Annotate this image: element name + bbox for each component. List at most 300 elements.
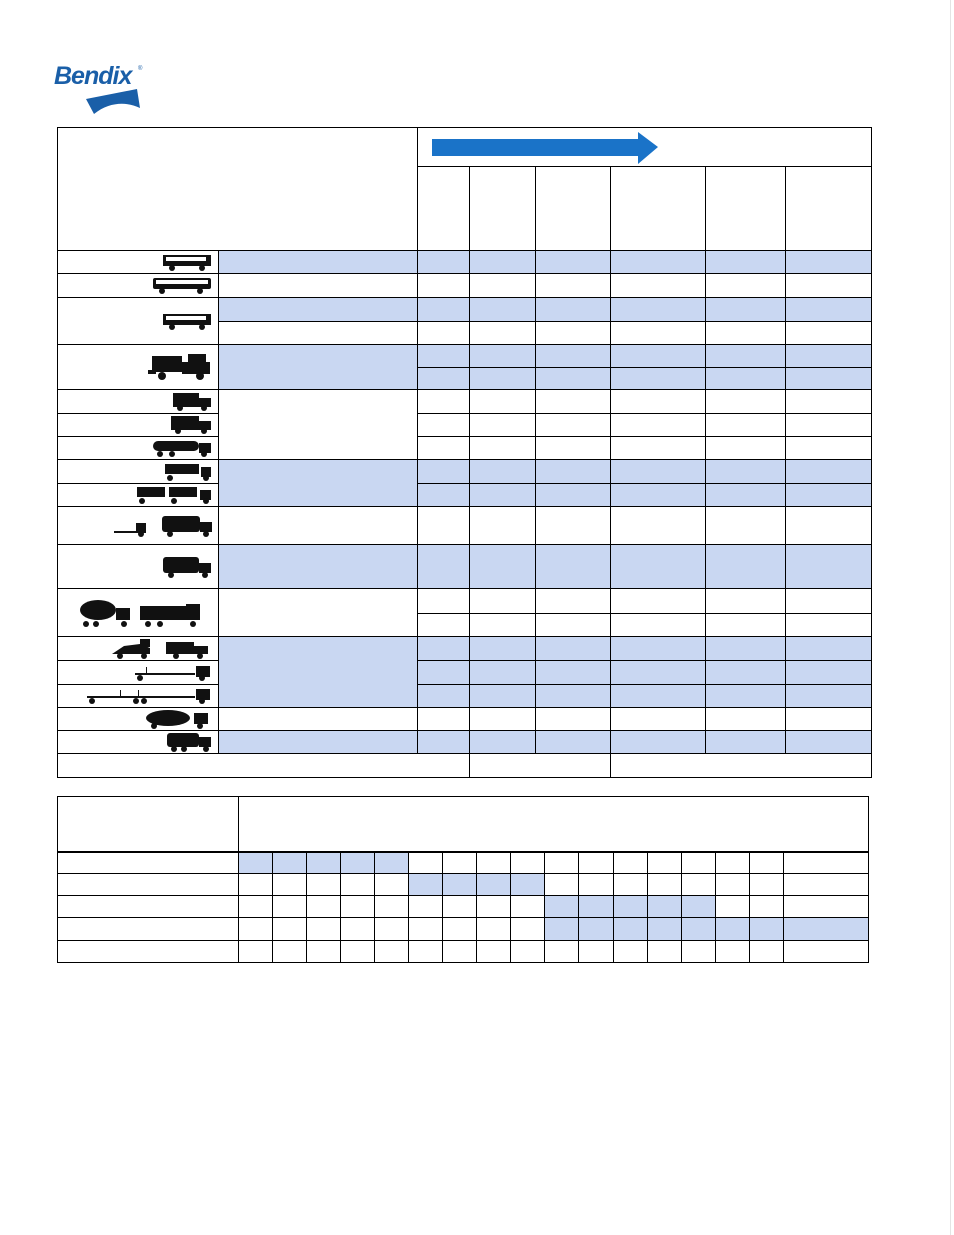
table-cell <box>477 941 511 963</box>
table-cell <box>786 322 872 345</box>
table-cell <box>219 322 418 345</box>
table-cell <box>647 874 681 896</box>
table-cell <box>375 918 409 941</box>
table-cell <box>409 941 443 963</box>
table-cell <box>786 637 872 661</box>
table-cell <box>681 918 715 941</box>
header-col-3 <box>536 167 611 251</box>
flatbed-icon <box>86 686 214 706</box>
right-arrow-icon <box>432 132 658 164</box>
table-cell <box>219 637 418 708</box>
application-matrix-table <box>57 127 872 778</box>
table-cell <box>681 941 715 963</box>
double-trailer-icon <box>136 485 214 505</box>
table-cell <box>706 368 786 390</box>
table-row <box>58 896 869 918</box>
table-cell <box>443 896 477 918</box>
table-cell <box>239 896 273 918</box>
table-cell <box>786 368 872 390</box>
table-cell <box>545 896 579 918</box>
vehicle-icon-cell <box>58 437 219 460</box>
range-matrix-table <box>57 796 869 963</box>
table-cell <box>613 874 647 896</box>
table-cell <box>219 251 418 274</box>
table-cell <box>545 918 579 941</box>
table-cell <box>706 685 786 708</box>
vehicle-icon-cell <box>58 251 219 274</box>
row-label-cell <box>58 918 239 941</box>
table-cell <box>470 614 536 637</box>
table-cell <box>786 251 872 274</box>
table-cell <box>706 614 786 637</box>
table-row <box>58 637 872 661</box>
table-cell <box>786 685 872 708</box>
table-cell <box>418 637 470 661</box>
table-cell <box>443 941 477 963</box>
header-col-1 <box>418 167 470 251</box>
table-cell <box>418 437 470 460</box>
table-cell <box>613 852 647 874</box>
table-cell <box>786 731 872 754</box>
table-row <box>58 545 872 589</box>
table-cell <box>786 589 872 614</box>
table-cell <box>749 941 783 963</box>
table-cell <box>470 298 536 322</box>
table-cell <box>611 637 706 661</box>
heavy-hauler-icon <box>110 638 214 660</box>
table-cell <box>536 637 611 661</box>
table-cell <box>470 274 536 298</box>
table-cell <box>418 545 470 589</box>
table-cell <box>786 614 872 637</box>
table-cell <box>611 708 706 731</box>
table-cell <box>536 507 611 545</box>
table-cell <box>375 941 409 963</box>
table-cell <box>470 390 536 414</box>
table-cell <box>611 545 706 589</box>
vehicle-icon-cell <box>58 637 219 661</box>
vehicle-icon-cell <box>58 345 219 390</box>
table-cell <box>786 437 872 460</box>
logo-wordmark: Bendix <box>54 62 132 90</box>
table-cell <box>443 852 477 874</box>
table-cell <box>536 731 611 754</box>
vehicle-icon-cell <box>58 390 219 414</box>
table-cell <box>536 390 611 414</box>
table-cell <box>418 251 470 274</box>
table-cell <box>409 918 443 941</box>
table-cell <box>611 414 706 437</box>
vehicle-icon-cell <box>58 298 219 345</box>
table-row <box>58 345 872 368</box>
table-cell <box>418 368 470 390</box>
tanker-truck-icon <box>152 438 214 458</box>
table-cell <box>749 852 783 874</box>
table-cell <box>536 322 611 345</box>
table-cell <box>536 589 611 614</box>
footer-cell <box>470 754 611 778</box>
table-cell <box>786 708 872 731</box>
table-cell <box>647 941 681 963</box>
vehicle-icon-cell <box>58 414 219 437</box>
table-cell <box>418 614 470 637</box>
vehicle-icon-cell <box>58 507 219 545</box>
table-cell <box>611 484 706 507</box>
table-cell <box>715 852 749 874</box>
table-cell <box>611 298 706 322</box>
table-cell <box>341 852 375 874</box>
table-cell <box>477 852 511 874</box>
table-cell <box>706 460 786 484</box>
table-cell <box>418 414 470 437</box>
table-cell <box>611 345 706 368</box>
table-cell <box>681 852 715 874</box>
table-cell <box>706 484 786 507</box>
table-cell <box>470 345 536 368</box>
table-cell <box>579 874 613 896</box>
box-truck-icon <box>170 415 214 435</box>
table-cell <box>786 484 872 507</box>
table-cell <box>706 545 786 589</box>
table-cell <box>307 918 341 941</box>
table-row <box>58 661 872 685</box>
table-cell <box>418 589 470 614</box>
table-cell <box>470 545 536 589</box>
table-cell <box>470 414 536 437</box>
table-cell <box>715 941 749 963</box>
table-cell <box>470 661 536 685</box>
table-row <box>58 731 872 754</box>
pneumatic-tanker-icon <box>140 708 214 730</box>
table-cell <box>579 918 613 941</box>
table-cell <box>783 918 868 941</box>
table-cell <box>681 874 715 896</box>
table-cell <box>611 390 706 414</box>
table-cell <box>418 685 470 708</box>
table-cell <box>418 507 470 545</box>
table-cell <box>470 460 536 484</box>
table-cell <box>418 731 470 754</box>
row-label-cell <box>58 941 239 963</box>
table-cell <box>307 896 341 918</box>
table-cell <box>706 298 786 322</box>
footer-cell <box>58 754 470 778</box>
page-edge-line <box>950 0 951 1235</box>
table-row <box>58 708 872 731</box>
table-cell <box>219 589 418 637</box>
table-cell <box>706 251 786 274</box>
table-cell <box>511 918 545 941</box>
table-cell <box>273 918 307 941</box>
table-cell <box>706 661 786 685</box>
table-row <box>58 941 869 963</box>
refuse-truck-icon <box>114 513 214 539</box>
table-cell <box>579 941 613 963</box>
table-cell <box>749 896 783 918</box>
table-cell <box>418 460 470 484</box>
table-cell <box>477 874 511 896</box>
table-cell <box>611 589 706 614</box>
table-cell <box>375 874 409 896</box>
table-cell <box>470 589 536 614</box>
row-label-cell <box>58 852 239 874</box>
header-blank-cell <box>239 797 869 852</box>
table-cell <box>647 852 681 874</box>
table-cell <box>511 874 545 896</box>
table-cell <box>706 274 786 298</box>
header-col-5 <box>706 167 786 251</box>
table-cell <box>611 322 706 345</box>
table-footer-row <box>58 754 872 778</box>
table-cell <box>307 874 341 896</box>
table-cell <box>706 507 786 545</box>
table-cell <box>613 896 647 918</box>
table-cell <box>786 274 872 298</box>
table-cell <box>536 274 611 298</box>
table-cell <box>611 368 706 390</box>
header-col-2 <box>470 167 536 251</box>
table-cell <box>418 322 470 345</box>
table-cell <box>706 390 786 414</box>
table-cell <box>341 896 375 918</box>
table-cell <box>786 545 872 589</box>
table-row <box>58 685 872 708</box>
table-row <box>58 589 872 614</box>
table-row <box>58 874 869 896</box>
table-cell <box>545 941 579 963</box>
table-cell <box>418 661 470 685</box>
table-cell <box>611 731 706 754</box>
table-cell <box>418 345 470 368</box>
table-row <box>58 918 869 941</box>
table-cell <box>749 874 783 896</box>
table-cell <box>418 298 470 322</box>
table-cell <box>783 874 868 896</box>
table-cell <box>418 390 470 414</box>
table-cell <box>219 274 418 298</box>
table-cell <box>219 731 418 754</box>
logo-swoosh-icon <box>54 62 146 116</box>
vehicle-icon-cell <box>58 589 219 637</box>
vehicle-icon-cell <box>58 460 219 484</box>
header-col-6 <box>786 167 872 251</box>
table-cell <box>418 708 470 731</box>
flatbed-icon <box>134 663 214 683</box>
table-cell <box>613 918 647 941</box>
header-blank-cell <box>58 128 418 251</box>
table-row <box>58 507 872 545</box>
table-cell <box>239 941 273 963</box>
table-cell <box>511 941 545 963</box>
table-cell <box>536 484 611 507</box>
table-cell <box>536 460 611 484</box>
table-cell <box>536 545 611 589</box>
table-cell <box>443 918 477 941</box>
table-cell <box>409 852 443 874</box>
table-cell <box>681 896 715 918</box>
table-row <box>58 251 872 274</box>
table-row <box>58 390 872 414</box>
table-cell <box>219 390 418 460</box>
table-cell <box>786 661 872 685</box>
table-cell <box>647 896 681 918</box>
table-cell <box>307 941 341 963</box>
table-cell <box>579 852 613 874</box>
vehicle-icon-cell <box>58 274 219 298</box>
table-cell <box>611 460 706 484</box>
table-cell <box>470 484 536 507</box>
table-cell <box>536 414 611 437</box>
table-cell <box>219 298 418 322</box>
row-label-cell <box>58 874 239 896</box>
table-cell <box>375 896 409 918</box>
table-row <box>58 852 869 874</box>
vehicle-icon-cell <box>58 661 219 685</box>
table-cell <box>470 708 536 731</box>
table-cell <box>786 345 872 368</box>
table-cell <box>706 345 786 368</box>
table-cell <box>219 460 418 507</box>
table-cell <box>511 896 545 918</box>
table-cell <box>706 322 786 345</box>
table-cell <box>239 852 273 874</box>
table-cell <box>470 685 536 708</box>
table-cell <box>273 896 307 918</box>
semi-trailer-icon <box>164 462 214 482</box>
table-row <box>58 414 872 437</box>
table-cell <box>219 545 418 589</box>
vehicle-icon-cell <box>58 685 219 708</box>
table-cell <box>783 941 868 963</box>
table-cell <box>706 437 786 460</box>
table-cell <box>611 614 706 637</box>
table-cell <box>611 661 706 685</box>
coach-bus-icon <box>152 276 214 294</box>
fire-truck-icon <box>148 352 214 382</box>
table-row <box>58 274 872 298</box>
table-cell <box>273 874 307 896</box>
table-cell <box>273 941 307 963</box>
logo-registered-mark: ® <box>138 66 143 72</box>
header-col-4 <box>611 167 706 251</box>
table-cell <box>706 637 786 661</box>
table-cell <box>536 298 611 322</box>
table-cell <box>786 390 872 414</box>
table-cell <box>783 896 868 918</box>
table-cell <box>375 852 409 874</box>
table-cell <box>611 685 706 708</box>
refuse-truck-icon <box>162 554 214 580</box>
table-cell <box>611 274 706 298</box>
header-arrow-cell <box>418 128 872 167</box>
table-cell <box>613 941 647 963</box>
footer-cell <box>611 754 872 778</box>
table-cell <box>536 368 611 390</box>
school-bus-icon <box>162 312 214 330</box>
table-row <box>58 484 872 507</box>
table-cell <box>341 874 375 896</box>
table-cell <box>536 661 611 685</box>
table-cell <box>706 414 786 437</box>
table-cell <box>511 852 545 874</box>
table-cell <box>536 708 611 731</box>
table-cell <box>470 507 536 545</box>
table-cell <box>706 731 786 754</box>
table-cell <box>786 298 872 322</box>
table-cell <box>579 896 613 918</box>
table-cell <box>341 941 375 963</box>
vehicle-icon-cell <box>58 484 219 507</box>
bendix-logo <box>54 62 146 116</box>
table-cell <box>545 874 579 896</box>
table-cell <box>706 589 786 614</box>
table-cell <box>470 251 536 274</box>
table-row <box>58 460 872 484</box>
table-cell <box>477 918 511 941</box>
table-cell <box>647 918 681 941</box>
table-cell <box>536 614 611 637</box>
table-cell <box>536 345 611 368</box>
table-cell <box>715 874 749 896</box>
vehicle-icon-cell <box>58 731 219 754</box>
school-bus-icon <box>162 253 214 271</box>
table-cell <box>470 368 536 390</box>
vehicle-icon-cell <box>58 545 219 589</box>
table-row <box>58 437 872 460</box>
table-cell <box>783 852 868 874</box>
table-cell <box>786 507 872 545</box>
table-cell <box>786 414 872 437</box>
table-cell <box>418 484 470 507</box>
table-cell <box>409 874 443 896</box>
heavy-hauler-icon <box>166 731 214 753</box>
table-cell <box>536 685 611 708</box>
table-cell <box>409 896 443 918</box>
table-cell <box>470 437 536 460</box>
row-label-cell <box>58 896 239 918</box>
table-cell <box>749 918 783 941</box>
table-cell <box>715 896 749 918</box>
table-cell <box>470 322 536 345</box>
header-blank-cell <box>58 797 239 852</box>
table-cell <box>219 345 418 390</box>
table-row <box>58 298 872 322</box>
table-cell <box>307 852 341 874</box>
table-cell <box>219 708 418 731</box>
table-cell <box>219 507 418 545</box>
table-cell <box>470 637 536 661</box>
table-cell <box>477 896 511 918</box>
table-cell <box>715 918 749 941</box>
table-cell <box>545 852 579 874</box>
table-cell <box>273 852 307 874</box>
cement-mixer-icon <box>78 596 214 630</box>
table-cell <box>536 251 611 274</box>
vehicle-icon-cell <box>58 708 219 731</box>
table-cell <box>418 274 470 298</box>
box-truck-icon <box>172 392 214 412</box>
table-cell <box>470 731 536 754</box>
table-cell <box>443 874 477 896</box>
table-cell <box>611 251 706 274</box>
table-cell <box>239 874 273 896</box>
table-cell <box>611 507 706 545</box>
table-cell <box>786 460 872 484</box>
table-cell <box>536 437 611 460</box>
table-cell <box>239 918 273 941</box>
table-cell <box>341 918 375 941</box>
table-cell <box>706 708 786 731</box>
